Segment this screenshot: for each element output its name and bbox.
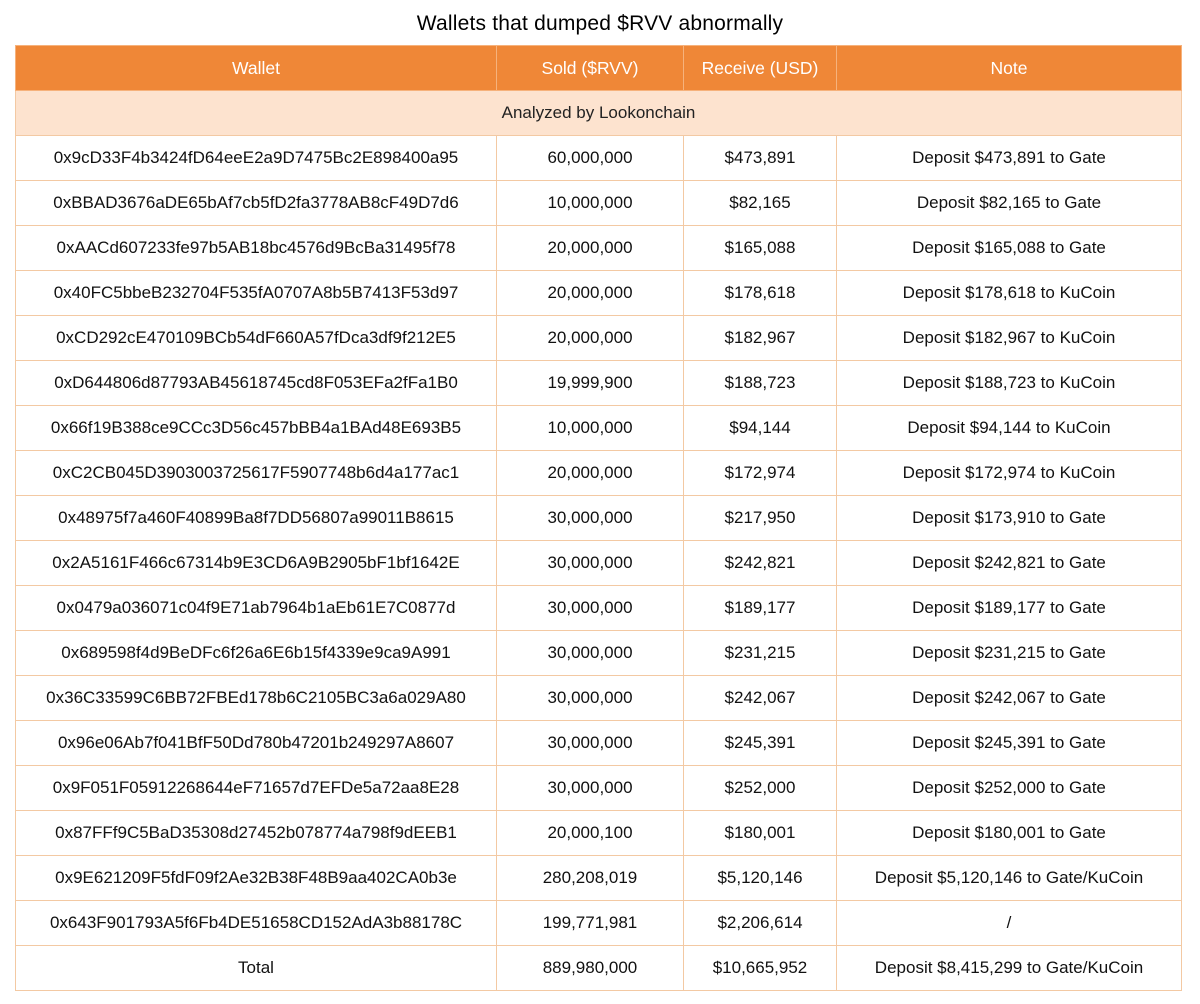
column-header-note: Note — [837, 46, 1182, 91]
column-header-sold: Sold ($RVV) — [497, 46, 684, 91]
wallet-address-cell: 0x689598f4d9BeDFc6f26a6E6b15f4339e9ca9A991 — [16, 631, 497, 676]
wallet-address-cell: 0x96e06Ab7f041BfF50Dd780b47201b249297A8607 — [16, 721, 497, 766]
receive-usd-cell: $178,618 — [684, 271, 837, 316]
sold-amount-cell: 30,000,000 — [497, 721, 684, 766]
receive-usd-cell: $82,165 — [684, 181, 837, 226]
table-header — [16, 46, 1182, 91]
table-row — [16, 226, 1182, 271]
table-row — [16, 541, 1182, 586]
note-cell: Deposit $473,891 to Gate — [837, 136, 1182, 181]
note-cell: Deposit $189,177 to Gate — [837, 586, 1182, 631]
table-title: Wallets that dumped $RVV abnormally — [416, 12, 784, 35]
note-cell: Deposit $94,144 to KuCoin — [837, 406, 1182, 451]
sold-amount-cell: 20,000,000 — [497, 451, 684, 496]
wallet-address-cell: 0x0479a036071c04f9E71ab7964b1aEb61E7C0877d — [16, 586, 497, 631]
sold-amount-cell: 30,000,000 — [497, 541, 684, 586]
sold-amount-cell: 30,000,000 — [497, 586, 684, 631]
note-cell: Deposit $188,723 to KuCoin — [837, 361, 1182, 406]
table-row — [16, 811, 1182, 856]
sold-amount-cell: 30,000,000 — [497, 676, 684, 721]
table-row — [16, 406, 1182, 451]
note-cell: Deposit $173,910 to Gate — [837, 496, 1182, 541]
receive-usd-cell: $94,144 — [684, 406, 837, 451]
receive-usd-cell: $2,206,614 — [684, 901, 837, 946]
wallets-table — [15, 45, 1182, 991]
receive-usd-cell: $245,391 — [684, 721, 837, 766]
table-row — [16, 496, 1182, 541]
note-cell: Deposit $165,088 to Gate — [837, 226, 1182, 271]
note-cell: Deposit $242,067 to Gate — [837, 676, 1182, 721]
sold-amount-cell: 20,000,100 — [497, 811, 684, 856]
note-cell: Deposit $82,165 to Gate — [837, 181, 1182, 226]
sold-amount-cell: 30,000,000 — [497, 496, 684, 541]
sold-amount-cell: 19,999,900 — [497, 361, 684, 406]
total-receive-cell: $10,665,952 — [684, 946, 837, 991]
total-row — [16, 946, 1182, 991]
attribution-text: Analyzed by Lookonchain — [16, 91, 1182, 136]
wallet-address-cell: 0xC2CB045D3903003725617F5907748b6d4a177ac1 — [16, 451, 497, 496]
sold-amount-cell: 30,000,000 — [497, 631, 684, 676]
header-row — [16, 46, 1182, 91]
table-row — [16, 901, 1182, 946]
column-header-receive: Receive (USD) — [684, 46, 837, 91]
table-row — [16, 316, 1182, 361]
table-row — [16, 451, 1182, 496]
receive-usd-cell: $242,821 — [684, 541, 837, 586]
note-cell: Deposit $252,000 to Gate — [837, 766, 1182, 811]
receive-usd-cell: $180,001 — [684, 811, 837, 856]
sold-amount-cell: 20,000,000 — [497, 316, 684, 361]
table-row — [16, 766, 1182, 811]
note-cell: Deposit $245,391 to Gate — [837, 721, 1182, 766]
note-cell: Deposit $242,821 to Gate — [837, 541, 1182, 586]
receive-usd-cell: $165,088 — [684, 226, 837, 271]
table-body — [16, 91, 1182, 991]
note-cell: Deposit $182,967 to KuCoin — [837, 316, 1182, 361]
receive-usd-cell: $5,120,146 — [684, 856, 837, 901]
table-row — [16, 271, 1182, 316]
note-cell: / — [837, 901, 1182, 946]
receive-usd-cell: $188,723 — [684, 361, 837, 406]
wallet-address-cell: 0x9E621209F5fdF09f2Ae32B38F48B9aa402CA0b3e — [16, 856, 497, 901]
receive-usd-cell: $231,215 — [684, 631, 837, 676]
total-note-cell: Deposit $8,415,299 to Gate/KuCoin — [837, 946, 1182, 991]
sold-amount-cell: 280,208,019 — [497, 856, 684, 901]
receive-usd-cell: $217,950 — [684, 496, 837, 541]
note-cell: Deposit $5,120,146 to Gate/KuCoin — [837, 856, 1182, 901]
wallet-address-cell: 0x643F901793A5f6Fb4DE51658CD152AdA3b88178C — [16, 901, 497, 946]
receive-usd-cell: $242,067 — [684, 676, 837, 721]
note-cell: Deposit $178,618 to KuCoin — [837, 271, 1182, 316]
wallet-address-cell: 0x48975f7a460F40899Ba8f7DD56807a99011B8615 — [16, 496, 497, 541]
wallet-address-cell: 0x40FC5bbeB232704F535fA0707A8b5B7413F53d97 — [16, 271, 497, 316]
wallet-address-cell: 0xCD292cE470109BCb54dF660A57fDca3df9f212E5 — [16, 316, 497, 361]
receive-usd-cell: $473,891 — [684, 136, 837, 181]
sold-amount-cell: 30,000,000 — [497, 766, 684, 811]
receive-usd-cell: $252,000 — [684, 766, 837, 811]
note-cell: Deposit $172,974 to KuCoin — [837, 451, 1182, 496]
wallet-address-cell: 0xBBAD3676aDE65bAf7cb5fD2fa3778AB8cF49D7d6 — [16, 181, 497, 226]
sold-amount-cell: 10,000,000 — [497, 181, 684, 226]
table-row — [16, 631, 1182, 676]
receive-usd-cell: $182,967 — [684, 316, 837, 361]
wallet-address-cell: 0x66f19B388ce9CCc3D56c457bBB4a1BAd48E693B5 — [16, 406, 497, 451]
wallet-address-cell: 0x87FFf9C5BaD35308d27452b078774a798f9dEEB1 — [16, 811, 497, 856]
total-label-cell: Total — [16, 946, 497, 991]
table-row — [16, 676, 1182, 721]
sold-amount-cell: 199,771,981 — [497, 901, 684, 946]
sold-amount-cell: 20,000,000 — [497, 271, 684, 316]
sold-amount-cell: 60,000,000 — [497, 136, 684, 181]
sold-amount-cell: 20,000,000 — [497, 226, 684, 271]
wallet-address-cell: 0x2A5161F466c67314b9E3CD6A9B2905bF1bf1642E — [16, 541, 497, 586]
receive-usd-cell: $189,177 — [684, 586, 837, 631]
table-row — [16, 136, 1182, 181]
note-cell: Deposit $180,001 to Gate — [837, 811, 1182, 856]
wallet-address-cell: 0x9cD33F4b3424fD64eeE2a9D7475Bc2E898400a95 — [16, 136, 497, 181]
table-row — [16, 361, 1182, 406]
sold-amount-cell: 10,000,000 — [497, 406, 684, 451]
table-row — [16, 181, 1182, 226]
note-cell: Deposit $231,215 to Gate — [837, 631, 1182, 676]
wallet-address-cell: 0xD644806d87793AB45618745cd8F053EFa2fFa1B0 — [16, 361, 497, 406]
column-header-wallet: Wallet — [16, 46, 497, 91]
wallet-address-cell: 0x9F051F05912268644eF71657d7EFDe5a72aa8E28 — [16, 766, 497, 811]
wallet-address-cell: 0xAACd607233fe97b5AB18bc4576d9BcBa31495f78 — [16, 226, 497, 271]
attribution-row — [16, 91, 1182, 136]
table-row — [16, 856, 1182, 901]
wallet-address-cell: 0x36C33599C6BB72FBEd178b6C2105BC3a6a029A80 — [16, 676, 497, 721]
table-row — [16, 586, 1182, 631]
receive-usd-cell: $172,974 — [684, 451, 837, 496]
total-sold-cell: 889,980,000 — [497, 946, 684, 991]
table-row — [16, 721, 1182, 766]
